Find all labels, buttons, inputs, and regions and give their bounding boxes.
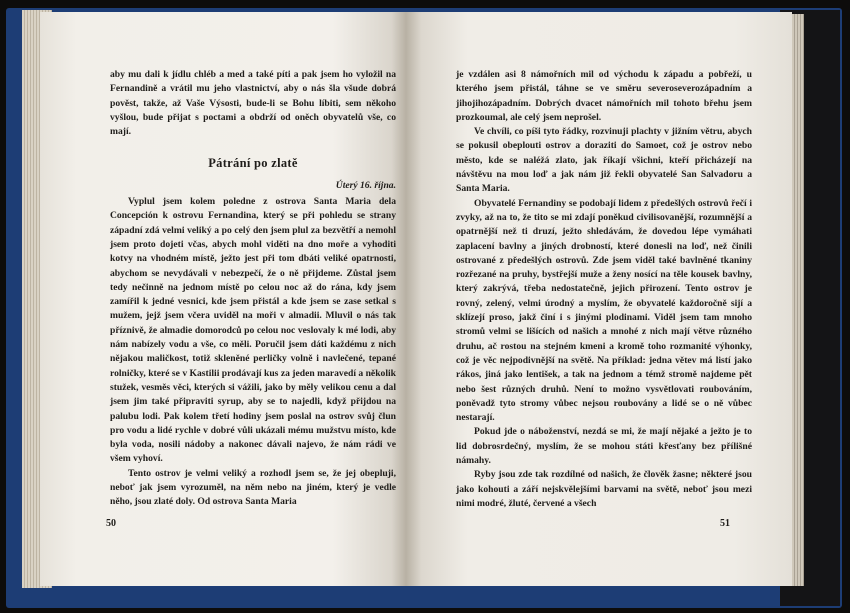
right-paragraph-3: Pokud jde o náboženství, nezdá se mi, že mají nějaké a ježto je to lid dobrosrdečný, myslím, že se mohou státi křesťany bez přílišné námahy. [456,426,752,467]
right-opening-paragraph: je vzdálen asi 8 námořních mil od východu k západu a pobřeží, u kterého jsem přistál, táhne se ve směru severoseverozápadním a jihojihozápadním. Dobrých dvacet námořních mil tohoto břehu jsem prozkoumal, ale celý jsem neprošel. [456,69,752,123]
right-paragraph-2: Obyvatelé Fernandiny se podobají lidem z předešlých ostrovů řečí i zvyky, až na to, že tito se mi zdají poněkud civilisovanější, rozumnější a opatrnější než ti druzí, ježto shledávám, že dovedou lépe vymáhati zaplacení bavlny a jiných drobností, které donesli na loď, než činili ostrované z předešlých ostrovů. Zde jsem viděl také bavlněné tkaniny rozřezané na pruhy, bystřejší muže a ženy nosící na těle kousek bavlny, který zakrývá, třeba nedostatečně, jejich přirození. Tento ostrov je rovný, zelený, velmi úrodný a myslím, že obyvatelé každoročně sijí a sklízejí proso, jakž činí i s jinými plodinami. Viděl jsem tam mnoho stromů velmi se lišících od našich a mnohé z nich mají větve různého druhu, ač rostou na stejném kmeni a kromě toho rozmanité výhonky, což je věc nejpodivnější na světě. Na příklad: jedna větev má listí jako rákos, jiná jako lentišek, a tak na jednom a témž stromě najdeme pět nebo šest různých druhů. Není to možno vysvětlovati roubováním, poněvadž tyto stromy vůbec nejsou roubovány a lidé se o ně vůbec nestarají. [456,197,752,424]
entry-date: Úterý 16. října. [335,179,396,191]
left-page [40,12,406,586]
page-edges-right [792,14,804,586]
right-paragraph-4: Ryby jsou zde tak rozdílné od našich, že člověk žasne; některé jsou jako kohouti a září nejskvělejšími barvami na světě, neboť jsou mezi nimi modré, žluté, červené a všech [456,469,752,509]
left-opening-paragraph: aby mu dali k jídlu chléb a med a také píti a pak jsem ho vyložil na Fernandině a vrátil mu jeho vlastnictví, aby o nás šla všude dobrá pověst, takže, až Vaše Výsosti, bude-li se Bohu líbiti, sem někoho vyšlou, bude přijat s poctami a obdrží od oněch obyvatelů vše, co mají. [110,69,396,138]
right-paragraph-1: Ve chvíli, co píši tyto řádky, rozvinuji plachty v jižním větru, abych se pokusil obeplouti ostrov a doraziti do Samoet, což je ostrov nebo město, kde se naléžá zlato, jak říkají všichni, kteří přicházejí na návštěvu na mou loď a jak nám již řekli obyvatelé San Salvadoru a Santa Maria. [456,126,752,195]
right-page [406,12,792,586]
left-page-number: 50 [106,518,116,529]
left-page-text [110,68,396,510]
right-page-text [456,68,752,511]
chapter-heading: Pátrání po zlatě [208,156,298,171]
right-page-number: 51 [720,518,730,529]
left-paragraph-1: Vyplul jsem kolem poledne z ostrova Santa Maria dela Concepción k ostrovu Fernandina, který se při pohledu se strany západní zdá velmi veliký a po celý den jsem plul za bezvětří a nemohl jsem proto dojeti včas, abych mohl viděti na dno moře a vyhoditi kotvy na vhodném místě, ježto jest při tom dbáti veliké opatrnosti, abychom se nevydávali v nebezpečí, že o ně přijdeme. Zůstal jsem tedy nečinně na jednom místě po celou noc až do rána, kdy jsem zamířil k jedné vesnici, kde jsem přistál a kde jsem se zase setkal s mužem, jejž jsem včera uviděl na moři v almadii. Mluvil o nás tak příznivě, že almadie domorodců po celou noc veslovaly k mé lodi, aby nám nabízely vodu a vše, co měli. Poručil jsem dáti každému z nich nějakou maličkost, totiž skleněné perličky volně i navlečené, tepané rolničky, které se v Kastilii prodávají kus za jeden maravedí a několik stužek, vesměs věci, kterých si vážili, jako by měly velikou cenu a dal jsem jim také připraviti syrup, aby se to najedli, když přijdou na palubu lodi. Pak kolem třetí hodiny jsem poslal na ostrov svůj člun pro vodu a lidé rychle v dobré vůli ukázali mému mužstvu místo, kde byla voda, nosili nádoby a nakonec dávali najevo, že nám rádi ve všem vyhoví. [110,196,396,465]
left-paragraph-2: Tento ostrov je velmi veliký a rozhodl jsem se, že jej obepluji, neboť jak jsem vyrozuměl, na něm nebo na jiném, který je vedle něho, jsou zlaté doly. Od ostrova Santa Maria [110,467,396,508]
